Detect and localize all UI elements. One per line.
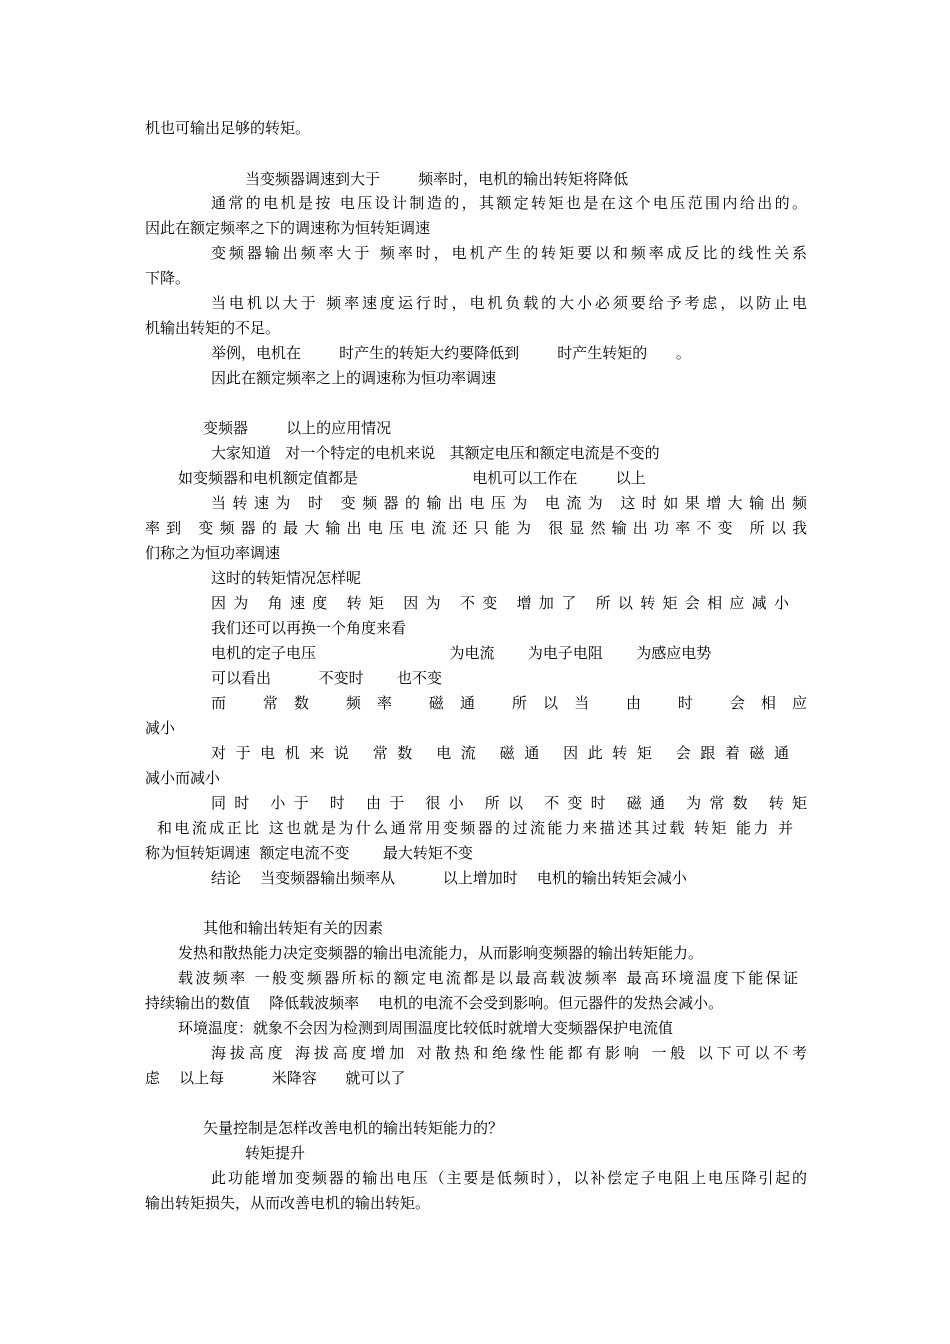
text-line: 因此在额定频率之上的调速称为恒功率调速 (211, 369, 497, 387)
text-line: 大家知道 对一个特定的电机来说 其额定电压和额定电流是不变的 (211, 444, 660, 462)
text-line: 当电机以大于 频率速度运行时，电机负载的大小必须要给予考虑，以防止电 (211, 294, 807, 312)
text-line: 对于电机来说 常数 电流 磁通 因此转矩 会跟着磁通 (211, 744, 789, 762)
text-line: 持续输出的数值 降低载波频率 电机的电流不会受到影响。但元器件的发热会减小。 (145, 994, 724, 1012)
text-line: 而 常数 频率 磁通 所以当 由 时 会相应 (211, 694, 807, 712)
subsection-heading: 转矩提升 (245, 1144, 306, 1162)
text-line: 发热和散热能力决定变频器的输出电流能力，从而影响变频器的输出转矩能力。 (178, 944, 704, 962)
text-line: 和电流成正比 这也就是为什么通常用变频器的过流能力来描述其过载 转矩 能力 并 (157, 819, 793, 837)
text-line: 率到 变频器的最大输出电压电流还只能为 很显然输出功率不变 所以我 (145, 519, 807, 537)
text-line: 因此在额定频率之下的调速称为恒转矩调速 (145, 219, 431, 237)
text-line: 虑 以上每 米降容 就可以了 (145, 1069, 406, 1087)
section-heading: 变频器 以上的应用情况 (203, 419, 392, 437)
text-line: 海拔高度 海拔高度增加 对散热和绝缘性能都有影响 一般 以下可以不考 (211, 1044, 807, 1062)
text-line: 机也可输出足够的转矩。 (145, 119, 311, 137)
text-line: 称为恒转矩调速 额定电流不变 最大转矩不变 (145, 844, 473, 862)
text-line: 当变频器调速到大于 频率时，电机的输出转矩将降低 (245, 170, 629, 188)
text-line: 当转速为 时 变频器的输出电压为 电流为 这时如果增大输出频 (211, 494, 807, 512)
text-line: 此功能增加变频器的输出电压（主要是低频时），以补偿定子电阻上电压降引起的 (211, 1169, 807, 1187)
text-line: 结论 当变频器输出频率从 以上增加时 电机的输出转矩会减小 (211, 869, 687, 887)
section-heading: 矢量控制是怎样改善电机的输出转矩能力的？ (203, 1119, 504, 1137)
text-line: 下降。 (145, 269, 191, 287)
text-line: 电机的定子电压 为电流 为电子电阻 为感应电势 (211, 644, 712, 662)
text-line: 同时 小于 时 由于 很小 所以 不变时 磁通 为常数 转矩 (211, 794, 807, 812)
text-line: 输出转矩损失，从而改善电机的输出转矩。 (145, 1194, 431, 1212)
section-heading: 其他和输出转矩有关的因素 (203, 919, 384, 937)
text-line: 减小 (145, 719, 176, 737)
text-line: 变频器输出频率大于 频率时，电机产生的转矩要以和频率成反比的线性关系 (211, 244, 807, 262)
text-line: 我们还可以再换一个角度来看 (211, 619, 407, 637)
text-line: 举例，电机在 时产生的转矩大约要降低到 时产生转矩的 。 (211, 344, 691, 362)
text-line: 通常的电机是按 电压设计制造的，其额定转矩也是在这个电压范围内给出的。 (211, 194, 807, 212)
text-line: 因为 角速度 转矩 因为 不变 增加了 所以转矩会相应减小 (211, 594, 789, 612)
text-line: 如变频器和电机额定值都是 电机可以工作在 以上 (178, 469, 646, 487)
text-line: 机输出转矩的不足。 (145, 319, 281, 337)
text-line: 们称之为恒功率调速 (145, 544, 281, 562)
text-line: 环境温度：就象不会因为检测到周围温度比较低时就增大变频器保护电流值 (178, 1019, 674, 1037)
text-line: 减小而减小 (145, 769, 221, 787)
text-line: 载波频率 一般变频器所标的额定电流都是以最高载波频率 最高环境温度下能保证 (178, 969, 798, 987)
text-line: 这时的转矩情况怎样呢 (211, 569, 362, 587)
text-line: 可以看出 不变时 也不变 (211, 669, 443, 687)
